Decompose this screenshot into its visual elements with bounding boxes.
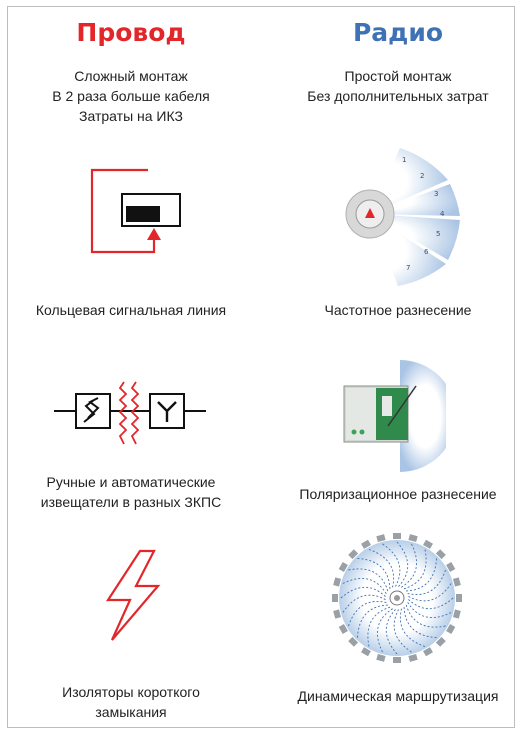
channel-label: 5 xyxy=(436,230,441,238)
radio-summary-line: Без дополнительных затрат xyxy=(307,88,489,104)
radio-summary xyxy=(273,66,523,106)
mesh-node xyxy=(376,534,385,542)
feature-routing: Динамическая маршрутизация xyxy=(297,688,499,704)
wired-summary-line: В 2 раза больше кабеля xyxy=(52,88,210,104)
mesh-node xyxy=(408,534,417,542)
mesh-routing-icon xyxy=(327,528,467,668)
channel-label: 2 xyxy=(420,172,425,180)
channel-label: 1 xyxy=(402,156,407,164)
mesh-node xyxy=(333,609,341,618)
feature-frequency: Частотное разнесение xyxy=(324,302,472,318)
radio-summary-line: Простой монтаж xyxy=(344,68,452,84)
detectors-zone-icon xyxy=(50,378,210,448)
feature-ring-line: Кольцевая сигнальная линия xyxy=(35,302,227,318)
feature-isolators: Изоляторы короткого замыкания xyxy=(62,684,200,720)
mesh-node xyxy=(456,594,462,602)
mesh-node xyxy=(408,654,417,662)
wired-heading: Провод xyxy=(76,18,186,47)
mesh-node xyxy=(332,594,338,602)
ring-loop-icon xyxy=(84,160,194,260)
wired-summary-line: Затраты на ИКЗ xyxy=(79,108,183,124)
mesh-node xyxy=(393,533,401,539)
channel-label: 7 xyxy=(406,264,411,272)
mesh-node xyxy=(453,609,461,618)
lightning-bolt-icon xyxy=(100,548,170,643)
radio-heading: Радио xyxy=(352,18,444,47)
polarization-device-icon xyxy=(336,356,446,476)
mesh-node xyxy=(333,577,341,586)
wired-summary-line: Сложный монтаж xyxy=(74,68,188,84)
channel-label: 6 xyxy=(424,248,429,256)
wired-summary xyxy=(6,66,256,126)
channel-label: 4 xyxy=(440,210,445,218)
mesh-node xyxy=(453,577,461,586)
mesh-node xyxy=(393,657,401,663)
channel-label: 3 xyxy=(434,190,439,198)
mesh-node xyxy=(376,654,385,662)
feature-polarization: Поляризационное разнесение xyxy=(299,486,497,502)
frequency-fan-icon xyxy=(336,140,476,290)
feature-detectors: Ручные и автоматические извещатели в разных ЗКПС xyxy=(40,474,222,510)
